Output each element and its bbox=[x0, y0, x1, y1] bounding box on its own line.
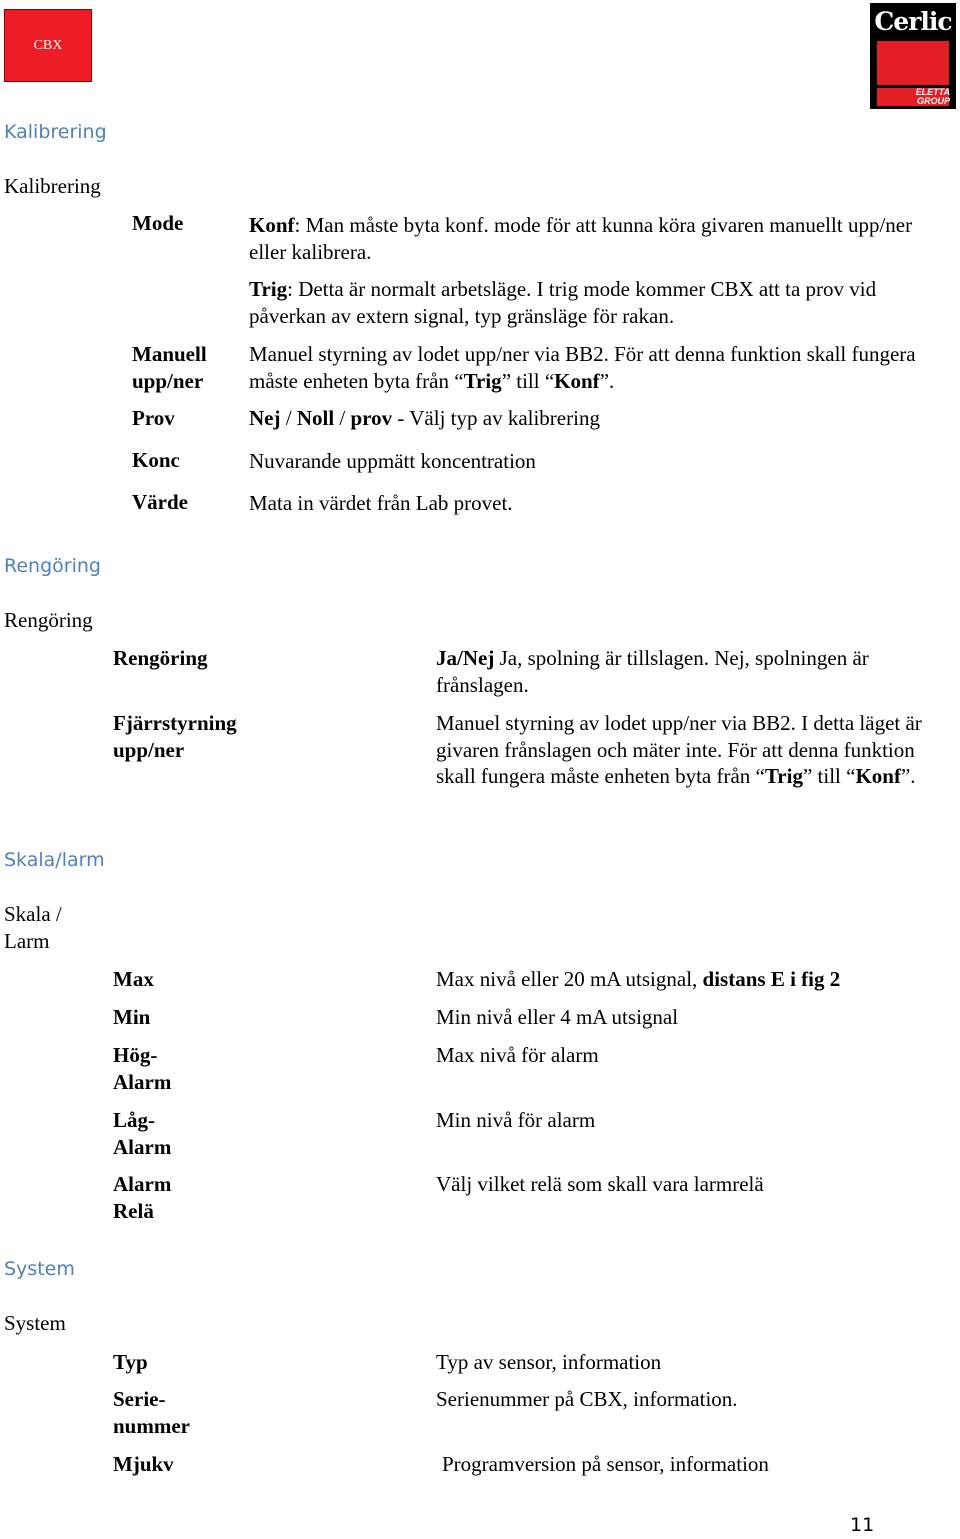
label-alarm-rela: Alarm Relä bbox=[113, 1172, 172, 1223]
desc-prov-nej: Nej bbox=[249, 406, 281, 430]
desc-fjarr-text-2: ” till “ bbox=[802, 764, 856, 788]
subheading-system: System bbox=[4, 1311, 66, 1335]
section-heading-skala: Skala/larm bbox=[4, 849, 105, 871]
desc-prov bbox=[249, 405, 929, 432]
desc-konc: Nuvarande uppmätt koncentration bbox=[249, 449, 536, 473]
desc-fjarr-text-1: Manuel styrning av lodet upp/ner via BB2. I detta läget är givaren frånslagen och mäter inte. För att denna funktion skall fungera måste enheten byta från “ bbox=[436, 711, 922, 788]
desc-max bbox=[436, 966, 936, 993]
desc-manuell-bold-konf: Konf bbox=[554, 368, 600, 393]
desc-fjarr-bold-trig: Trig bbox=[764, 764, 803, 788]
desc-fjarr-text-3: ”. bbox=[900, 764, 916, 788]
label-serienummer: Serie-nummer bbox=[113, 1387, 190, 1438]
label-varde: Värde bbox=[132, 490, 188, 514]
logo-wordmark: Cerlic bbox=[874, 7, 952, 36]
label-max: Max bbox=[113, 967, 154, 991]
desc-rengoring bbox=[436, 645, 936, 698]
label-min: Min bbox=[113, 1005, 151, 1029]
label-konc: Konc bbox=[132, 448, 180, 472]
logo-sub-eletta: ELETTA bbox=[915, 87, 950, 97]
section-heading-kalibrering: Kalibrering bbox=[4, 121, 107, 143]
desc-max-text: Max nivå eller 20 mA utsignal, bbox=[436, 967, 703, 991]
section-heading-rengoring: Rengöring bbox=[4, 555, 101, 577]
cerlic-logo bbox=[870, 3, 956, 109]
desc-mode-konf bbox=[249, 212, 929, 265]
desc-manuell-text-1: Manuel styrning av lodet upp/ner via BB2. För att denna funktion skall fungera måste enheten byta från “ bbox=[249, 342, 916, 393]
desc-alarm-rela: Välj vilket relä som skall vara larmrelä bbox=[436, 1172, 764, 1196]
desc-mode-trig bbox=[249, 276, 929, 329]
desc-lag-alarm: Min nivå för alarm bbox=[436, 1108, 596, 1132]
label-fjarrstyrning: Fjärrstyrning upp/ner bbox=[113, 711, 237, 762]
desc-min: Min nivå eller 4 mA utsignal bbox=[436, 1005, 679, 1029]
desc-prov-prov: prov bbox=[350, 406, 393, 430]
label-mjukv: Mjukv bbox=[113, 1452, 174, 1476]
desc-mjukv: Programversion på sensor, information bbox=[442, 1452, 769, 1476]
subheading-skala: Skala / Larm bbox=[4, 902, 62, 953]
desc-fjarr-bold-konf: Konf bbox=[855, 764, 901, 788]
desc-varde: Mata in värdet från Lab provet. bbox=[249, 491, 513, 515]
desc-manuell-text-3: ”. bbox=[599, 368, 615, 393]
desc-manuell-upp-ner bbox=[249, 341, 929, 394]
desc-mode-konf-text: : Man måste byta konf. mode för att kunna köra givaren manuellt upp/ner eller kalibrera. bbox=[249, 213, 913, 264]
desc-prov-sep-2: / bbox=[334, 406, 351, 430]
term-konf: Konf bbox=[249, 213, 295, 237]
section-heading-system: System bbox=[4, 1258, 75, 1280]
label-prov: Prov bbox=[132, 406, 175, 430]
cbx-box-label: CBX bbox=[33, 37, 63, 53]
desc-prov-text: - Välj typ av kalibrering bbox=[392, 406, 600, 430]
desc-mode-trig-text: : Detta är normalt arbetsläge. I trig mode kommer CBX att ta prov vid påverkan av extern signal, typ gränsläge för rakan. bbox=[249, 277, 877, 328]
label-manuell-upp-ner: Manuell upp/ner bbox=[132, 342, 207, 393]
desc-serienummer: Serienummer på CBX, information. bbox=[436, 1387, 738, 1411]
desc-max-bold: distans E i fig 2 bbox=[702, 967, 841, 991]
term-trig: Trig bbox=[249, 277, 288, 301]
desc-prov-sep-1: / bbox=[280, 406, 297, 430]
desc-hog-alarm: Max nivå för alarm bbox=[436, 1043, 599, 1067]
logo-sub-group: GROUP bbox=[916, 96, 950, 106]
desc-fjarrstyrning bbox=[436, 710, 936, 790]
desc-rengoring-text: Ja, spolning är tillslagen. Nej, spolningen är frånslagen. bbox=[436, 646, 869, 697]
cbx-product-box bbox=[4, 9, 92, 82]
desc-manuell-text-2: ” till “ bbox=[501, 368, 555, 393]
label-hog-alarm: Hög-Alarm bbox=[113, 1043, 172, 1094]
label-lag-alarm: Låg-Alarm bbox=[113, 1108, 172, 1159]
logo-red-block bbox=[877, 41, 949, 85]
desc-rengoring-ja-nej: Ja/Nej bbox=[436, 646, 495, 670]
label-typ: Typ bbox=[113, 1350, 148, 1374]
desc-typ: Typ av sensor, information bbox=[436, 1350, 662, 1374]
subheading-kalibrering: Kalibrering bbox=[4, 174, 101, 198]
page-number: 11 bbox=[850, 1514, 875, 1536]
subheading-rengoring: Rengöring bbox=[4, 608, 93, 632]
desc-manuell-bold-trig: Trig bbox=[463, 368, 502, 393]
logo-subtext bbox=[900, 88, 950, 106]
desc-prov-noll: Noll bbox=[296, 406, 335, 430]
label-mode: Mode bbox=[132, 211, 184, 235]
label-rengoring: Rengöring bbox=[113, 646, 208, 670]
